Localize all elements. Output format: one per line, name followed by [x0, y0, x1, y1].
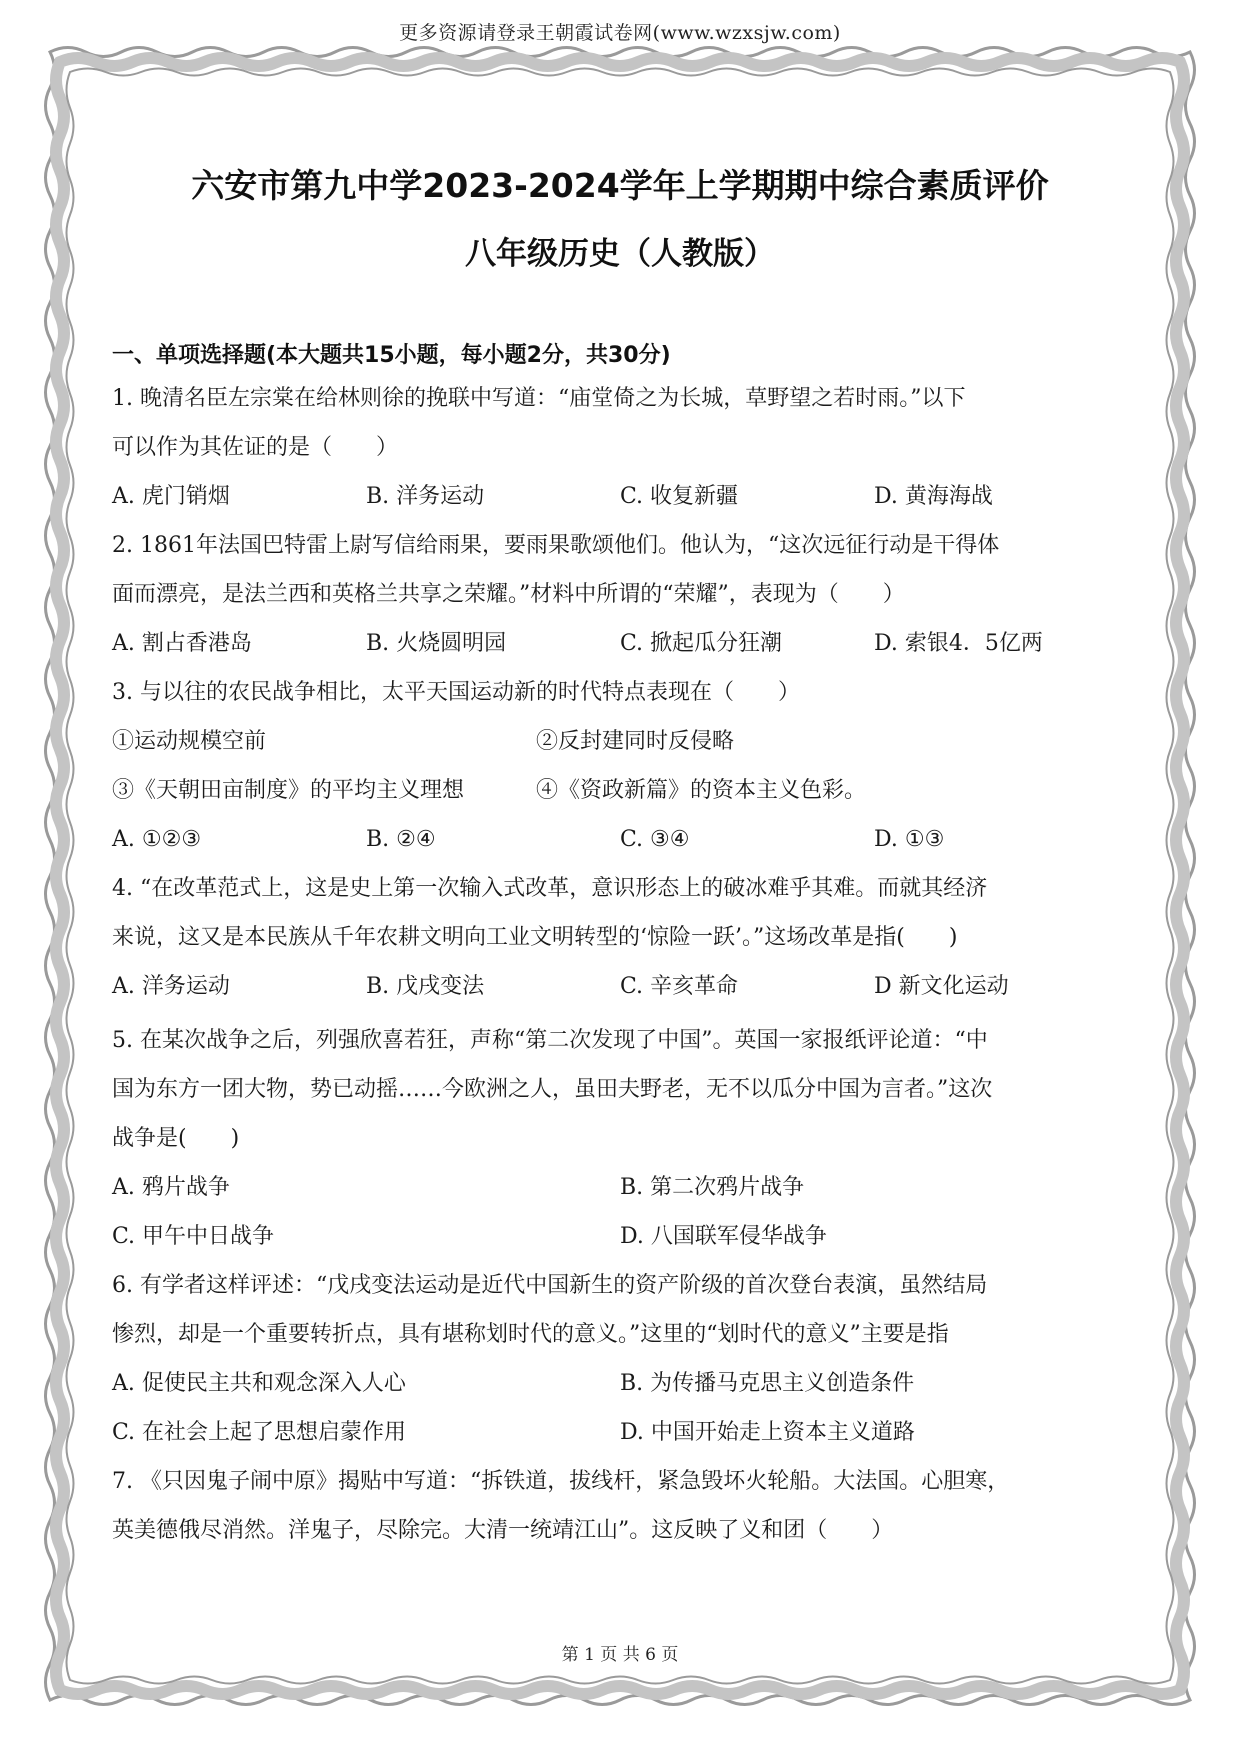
question-3-item-4: ④《资政新篇》的资本主义色彩。 — [536, 778, 867, 803]
question-5-line-1: 5. 在某次战争之后，列强欣喜若狂，声称“第二次发现了中国”。英国一家报纸评论道：“中 — [112, 1028, 988, 1053]
page-number: 第 1 页 共 6 页 — [561, 1645, 679, 1665]
question-3-item-2: ②反封建同时反侵略 — [536, 729, 735, 754]
question-6-option-d: D. 中国开始走上资本主义道路 — [620, 1420, 915, 1445]
question-4-line-2: 来说，这又是本民族从千年农耕文明向工业文明转型的‘惊险一跃’。”这场改革是指( ) — [112, 925, 958, 950]
question-7-line-1: 7. 《只因鬼子闹中原》揭贴中写道：“拆铁道，拔线杆，紧急毁坏火轮船。大法国。心胆寒， — [112, 1469, 1010, 1494]
question-3-line-1: 3. 与以往的农民战争相比，太平天国运动新的时代特点表现在（ ） — [112, 680, 800, 705]
question-1-option-b: B. 洋务运动 — [366, 484, 485, 509]
question-4-option-b: B. 戊戌变法 — [366, 974, 485, 999]
question-2-line-2: 面而漂亮，是法兰西和英格兰共享之荣耀。”材料中所谓的“荣耀”，表现为（ ） — [112, 582, 905, 607]
question-2-option-a: A. 割占香港岛 — [112, 631, 252, 656]
question-2-option-b: B. 火烧圆明园 — [366, 631, 507, 656]
question-3-item-1: ①运动规模空前 — [112, 729, 267, 754]
question-4-option-d: D 新文化运动 — [874, 974, 1009, 999]
question-1-option-a: A. 虎门销烟 — [112, 484, 230, 509]
source-note: 更多资源请登录王朝霞试卷网(www.wzxsjw.com) — [399, 22, 841, 44]
question-3-item-3: ③《天朝田亩制度》的平均主义理想 — [112, 778, 465, 803]
question-7-line-2: 英美德俄尽消然。洋鬼子，尽除完。大清一统靖江山”。这反映了义和团（ ） — [112, 1518, 894, 1543]
question-4-line-1: 4. “在改革范式上，这是史上第一次输入式改革，意识形态上的破冰难乎其难。而就其经济 — [112, 876, 988, 901]
exam-subtitle: 八年级历史（人教版） — [465, 236, 775, 272]
question-5-option-c: C. 甲午中日战争 — [112, 1224, 275, 1249]
section-heading: 一、单项选择题(本大题共15小题，每小题2分，共30分) — [112, 343, 671, 368]
question-3-option-a: A. ①②③ — [112, 827, 202, 852]
question-2-option-c: C. 掀起瓜分狂潮 — [620, 631, 783, 656]
question-6-line-2: 惨烈，却是一个重要转折点，具有堪称划时代的意义。”这里的“划时代的意义”主要是指 — [112, 1322, 949, 1347]
question-3-option-b: B. ②④ — [366, 827, 436, 852]
question-5-option-b: B. 第二次鸦片战争 — [620, 1175, 805, 1200]
question-3-option-d: D. ①③ — [874, 827, 945, 852]
question-6-option-b: B. 为传播马克思主义创造条件 — [620, 1371, 915, 1396]
question-3-option-c: C. ③④ — [620, 827, 690, 852]
question-5-option-d: D. 八国联军侵华战争 — [620, 1224, 827, 1249]
question-5-option-a: A. 鸦片战争 — [112, 1175, 230, 1200]
question-1-option-c: C. 收复新疆 — [620, 484, 739, 509]
question-4-option-c: C. 辛亥革命 — [620, 974, 739, 999]
question-5-line-3: 战争是( ) — [112, 1126, 240, 1151]
exam-title: 六安市第九中学2023-2024学年上学期期中综合素质评价 — [191, 166, 1049, 205]
question-6-option-c: C. 在社会上起了思想启蒙作用 — [112, 1420, 407, 1445]
question-6-line-1: 6. 有学者这样评述：“戊戌变法运动是近代中国新生的资产阶级的首次登台表演，虽然结局 — [112, 1273, 988, 1298]
question-2-option-d: D. 索银4．5亿两 — [874, 631, 1043, 656]
question-4-option-a: A. 洋务运动 — [112, 974, 230, 999]
question-1-line-1: 1. 晚清名臣左宗棠在给林则徐的挽联中写道：“庙堂倚之为长城，草野望之若时雨。”以下 — [112, 386, 966, 411]
question-1-option-d: D. 黄海海战 — [874, 484, 993, 509]
question-5-line-2: 国为东方一团大物，势已动摇……今欧洲之人，虽田夫野老，无不以瓜分中国为言者。”这次 — [112, 1077, 993, 1102]
question-2-line-1: 2. 1861年法国巴特雷上尉写信给雨果，要雨果歌颂他们。他认为，“这次远征行动是干得体 — [112, 533, 1000, 558]
question-1-line-2: 可以作为其佐证的是（ ） — [112, 435, 399, 460]
question-6-option-a: A. 促使民主共和观念深入人心 — [112, 1371, 406, 1396]
